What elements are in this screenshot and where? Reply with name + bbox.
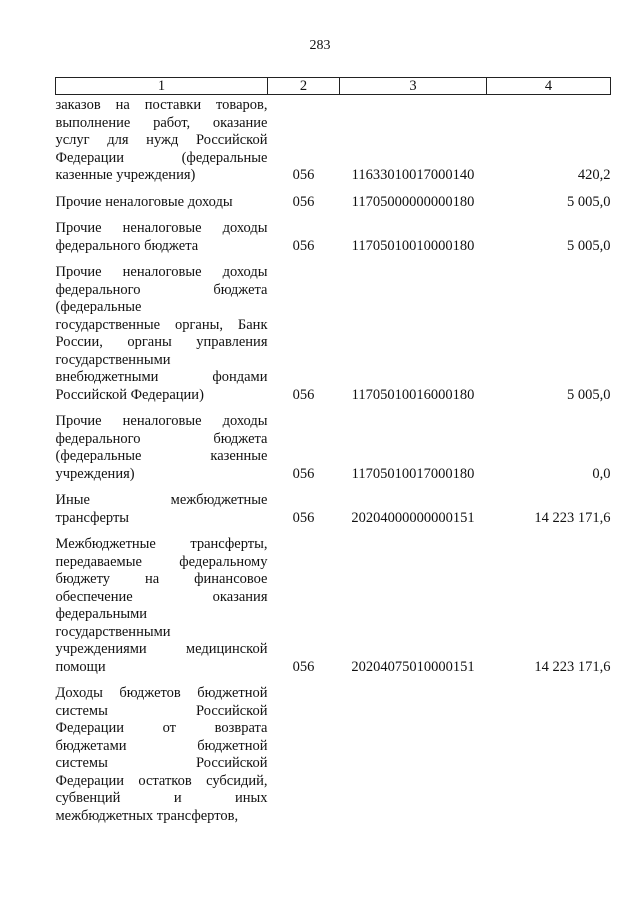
amount-cell <box>487 685 611 825</box>
income-name-line: помощи <box>55 658 106 675</box>
amount-cell: 420,2 <box>577 167 611 183</box>
header-row <box>56 78 611 95</box>
income-name-line: Федерации остатков субсидий, <box>55 772 268 789</box>
row-spacer-cell <box>56 185 611 194</box>
income-name-line: передаваемые федеральному <box>55 553 268 570</box>
income-name-line: федеральными <box>55 606 148 622</box>
income-name-line: государственными <box>55 351 171 368</box>
page-number: 283 <box>309 38 331 53</box>
income-name-line: Межбюджетные трансферты, <box>55 536 268 552</box>
income-name-line: бюджету на финансовое <box>55 571 268 587</box>
income-name-line: трансферты <box>55 509 130 526</box>
budget-classification-code-cell: 11705010016000180 <box>351 386 475 403</box>
income-name-line: субвенций и иных <box>55 790 268 806</box>
income-name-line: Прочие неналоговые доходы <box>55 193 233 210</box>
income-name-cell <box>56 194 268 212</box>
table-row <box>56 220 611 255</box>
income-name-line: казенные учреждения) <box>55 167 196 183</box>
income-name-cell <box>56 220 268 255</box>
row-spacer <box>56 527 611 536</box>
admin-code-cell <box>268 685 340 825</box>
income-name-line: внебюджетными фондами <box>55 369 268 385</box>
admin-code-cell: 056 <box>292 167 315 183</box>
income-name-line: Прочие неналоговые доходы <box>55 220 268 236</box>
income-name-line: выполнение работ, оказание <box>55 114 268 131</box>
income-name-line: федерального бюджета <box>55 430 268 447</box>
column-header-1: 1 <box>56 78 268 95</box>
income-name-line: Доходы бюджетов бюджетной <box>55 685 268 701</box>
amount-cell: 14 223 171,6 <box>534 509 611 526</box>
row-spacer <box>56 185 611 194</box>
budget-table-container <box>55 77 610 825</box>
table-row <box>56 264 611 404</box>
income-name-line: (федеральные <box>55 299 142 315</box>
row-spacer-cell <box>56 676 611 685</box>
row-spacer-cell <box>56 404 611 413</box>
table-row <box>56 536 611 676</box>
budget-classification-code-cell: 20204000000000151 <box>351 509 475 526</box>
row-spacer-cell <box>56 483 611 492</box>
row-spacer-cell <box>56 211 611 220</box>
amount-cell: 5 005,0 <box>567 386 611 403</box>
income-name-line: учреждения) <box>55 465 135 482</box>
income-name-line: межбюджетных трансфертов, <box>55 807 239 824</box>
income-name-line: Прочие неналоговые доходы <box>55 413 268 429</box>
row-spacer <box>56 255 611 264</box>
admin-code-cell: 056 <box>292 237 315 254</box>
row-spacer <box>56 404 611 413</box>
income-name-cell <box>56 536 268 676</box>
admin-code-cell: 056 <box>292 465 315 482</box>
income-name-cell <box>56 413 268 483</box>
income-name-line: Федерации от возврата <box>55 720 268 736</box>
income-name-line: государственные органы, Банк <box>55 316 268 333</box>
income-name-line: Иные межбюджетные <box>55 492 268 508</box>
admin-code-cell: 056 <box>292 386 315 403</box>
budget-classification-code-cell: 20204075010000151 <box>351 658 475 675</box>
income-name-line: учреждениями медицинской <box>55 641 268 657</box>
budget-classification-code-cell: 11705010017000180 <box>351 465 475 482</box>
income-name-cell <box>56 95 268 185</box>
row-spacer <box>56 211 611 220</box>
income-name-cell <box>56 264 268 404</box>
budget-classification-code-cell: 11705010010000180 <box>351 237 475 254</box>
admin-code-cell: 056 <box>292 658 315 675</box>
amount-cell: 5 005,0 <box>567 193 611 210</box>
budget-classification-code-cell <box>340 685 487 825</box>
budget-classification-code-cell: 11633010017000140 <box>351 167 475 183</box>
admin-code-cell: 056 <box>292 193 315 210</box>
table-row <box>56 95 611 185</box>
admin-code-cell: 056 <box>292 509 315 526</box>
table-row <box>56 194 611 212</box>
income-name-line: Российской Федерации) <box>55 386 204 403</box>
income-name-line: Федерации (федеральные <box>55 149 268 166</box>
budget-table <box>55 77 611 825</box>
row-spacer-cell <box>56 527 611 536</box>
income-name-line: Прочие неналоговые доходы <box>55 264 268 280</box>
income-name-line: услуг для нужд Российской <box>55 132 268 148</box>
budget-classification-code-cell: 11705000000000180 <box>351 193 475 210</box>
income-name-cell <box>56 492 268 527</box>
table-row <box>56 685 611 825</box>
amount-cell: 0,0 <box>592 465 611 482</box>
column-header-3: 3 <box>340 78 487 95</box>
income-name-line: федерального бюджета <box>55 237 199 254</box>
amount-cell: 5 005,0 <box>567 237 611 254</box>
income-name-line: обеспечение оказания <box>55 588 268 605</box>
income-name-line: государственными <box>55 623 171 640</box>
table-row <box>56 492 611 527</box>
income-name-line: системы Российской <box>55 702 268 719</box>
amount-cell: 14 223 171,6 <box>534 658 611 675</box>
income-name-line: бюджетами бюджетной <box>55 737 268 754</box>
income-name-line: федерального бюджета <box>55 281 268 298</box>
column-header-2: 2 <box>268 78 340 95</box>
row-spacer <box>56 483 611 492</box>
income-name-line: заказов на поставки товаров, <box>55 97 268 113</box>
income-name-line: (федеральные казенные <box>55 448 268 464</box>
row-spacer <box>56 676 611 685</box>
income-name-line: России, органы управления <box>55 334 268 350</box>
table-row <box>56 413 611 483</box>
row-spacer-cell <box>56 255 611 264</box>
table-body <box>56 95 611 826</box>
income-name-line: системы Российской <box>55 755 268 771</box>
column-header-4: 4 <box>487 78 611 95</box>
income-name-cell <box>56 685 268 825</box>
